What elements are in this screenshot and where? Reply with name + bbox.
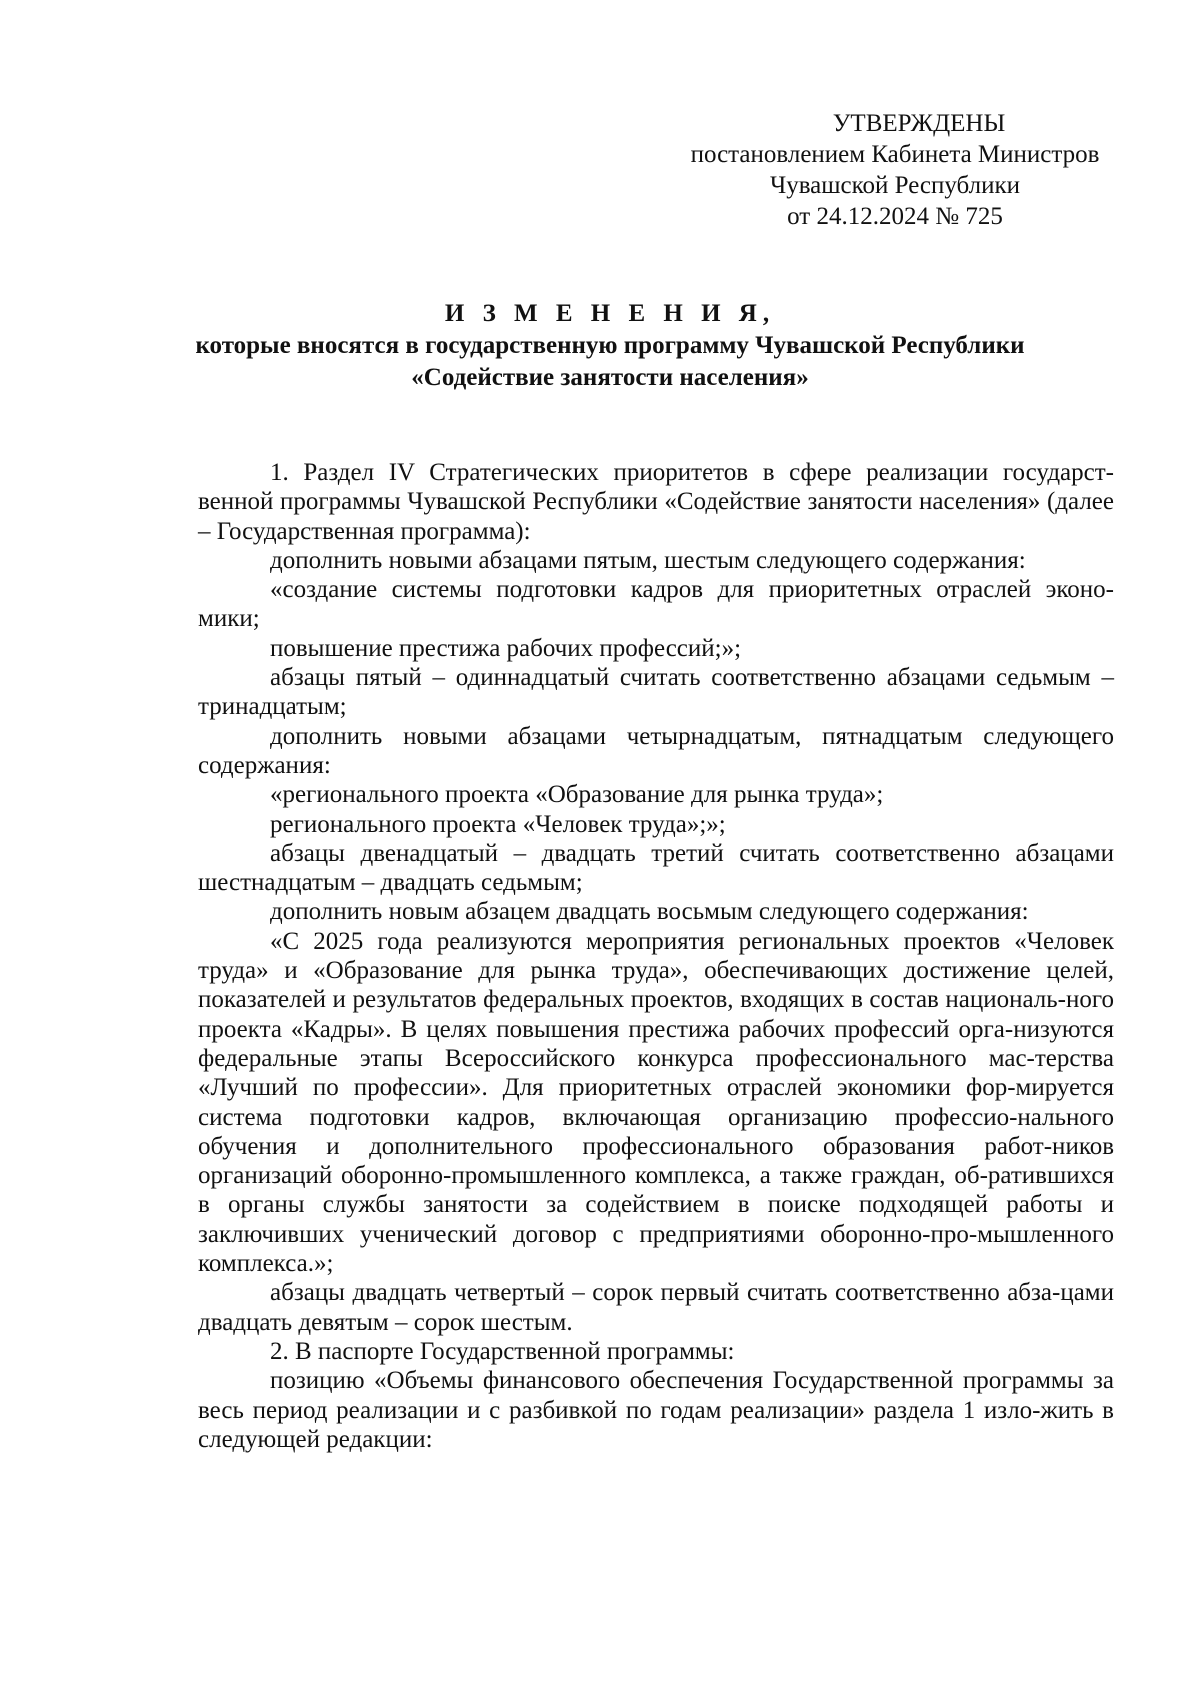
paragraph: регионального проекта «Человек труда»;»;: [270, 810, 726, 838]
paragraph: «создание системы подготовки кадров для приоритетных отраслей эконо-мики;: [198, 576, 1114, 633]
approval-heading: УТВЕРЖДЕНЫ: [832, 110, 1006, 137]
paragraph: абзацы пятый – одиннадцатый считать соответственно абзацами седьмым – тринадцатым;: [198, 664, 1114, 721]
paragraph: «регионального проекта «Образование для рынка труда»;: [270, 781, 884, 809]
approval-authority: постановлением Кабинета Министров: [690, 141, 1100, 168]
approval-region: Чувашской Республики: [769, 172, 1021, 199]
paragraph: абзацы двадцать четвертый – сорок первый считать соответственно абза-цами двадцать девятым – сорок шестым.: [198, 1279, 1114, 1336]
document-body: [198, 458, 1114, 1454]
approval-block: [660, 108, 1130, 232]
title-subtitle: которые вносятся в государственную программу Чувашской Республики: [195, 332, 1025, 359]
approval-date-number: от 24.12.2024 № 725: [787, 203, 1003, 230]
title-program-name: «Содействие занятости населения»: [411, 364, 809, 391]
paragraph: дополнить новыми абзацами пятым, шестым следующего содержания:: [270, 546, 1026, 574]
paragraph: 2. В паспорте Государственной программы:: [270, 1337, 735, 1365]
paragraph: позицию «Объемы финансового обеспечения Государственной программы за весь период реализации и с разбивкой по годам реализации» раздела 1 изло-жить в следующей редакции:: [198, 1367, 1114, 1453]
paragraph: абзацы двенадцатый – двадцать третий считать соответственно абзацами шестнадцатым – двадцать седьмым;: [198, 839, 1114, 897]
document-title: [120, 298, 1100, 394]
paragraph: «С 2025 года реализуются мероприятия региональных проектов «Человек труда» и «Образование для рынка труда», обеспечивающих достижение целей, показателей и результатов федеральных проектов, входящих в состав националь-ного проекта «Кадры». В целях повышения престижа рабочих профессий орга-низуются федеральные этапы Всероссийского конкурса профессионального мас-терства «Лучший по профессии». Для приоритетных отраслей экономики фор-мируется система подготовки кадров, включающая организацию профессио-нального обучения и дополнительного профессионального образования работ-ников организаций оборонно-промышленного комплекса, а также граждан, об-ратившихся в органы службы занятости за содействием в поиске подходящей работы и заключивших ученический договор с предприятиями оборонно-про-мышленного комплекса.»;: [198, 927, 1114, 1278]
title-heading: И З М Е Н Е Н И Я,: [444, 300, 776, 327]
paragraph: дополнить новыми абзацами четырнадцатым, пятнадцатым следующего содержания:: [198, 722, 1114, 779]
paragraph: дополнить новым абзацем двадцать восьмым следующего содержания:: [270, 898, 1029, 926]
paragraph: повышение престижа рабочих профессий;»;: [270, 634, 742, 662]
paragraph: 1. Раздел IV Стратегических приоритетов в сфере реализации государст-венной программы Чувашской Республики «Содействие занятости населения» (далее – Государственная программа):: [198, 459, 1114, 545]
